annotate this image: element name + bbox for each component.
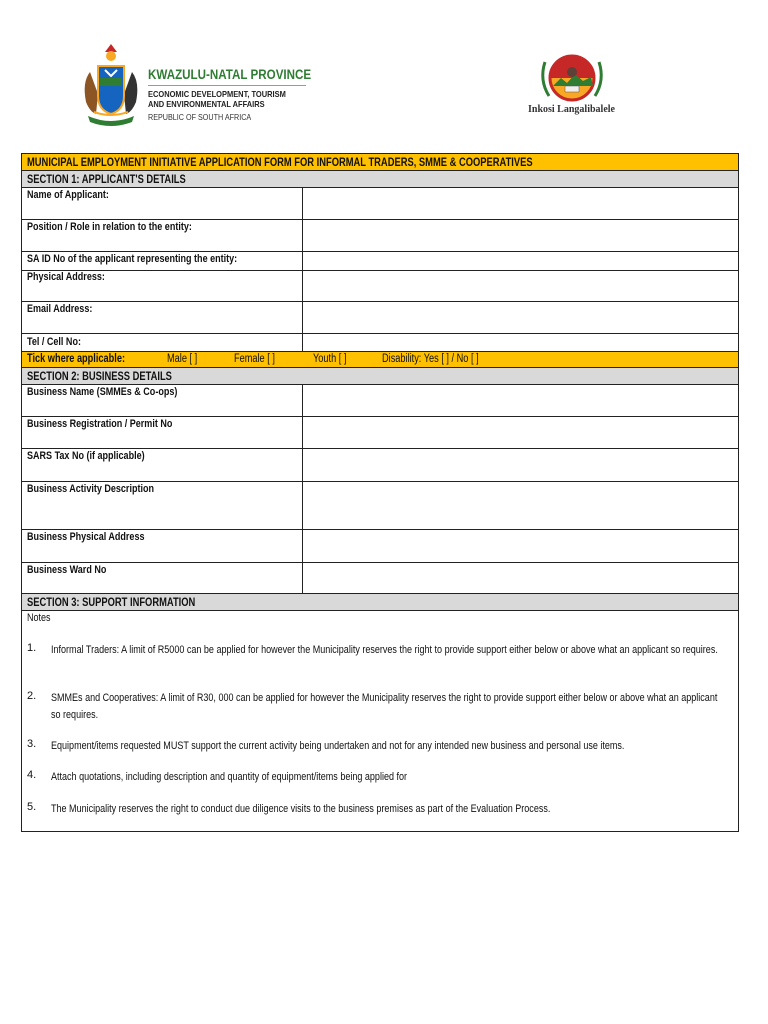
field-label: Position / Role in relation to the entity: (27, 221, 192, 233)
note-number: 2. (27, 690, 37, 702)
section3-heading: SECTION 3: SUPPORT INFORMATION (27, 595, 196, 609)
field-row-physical-address (22, 270, 738, 302)
document-header (0, 0, 768, 150)
field-row-sars-tax (22, 449, 738, 482)
note-number: 1. (27, 642, 37, 654)
field-label: SA ID No of the applicant representing the entity: (27, 253, 238, 265)
application-form (21, 153, 739, 832)
tick-label: Tick where applicable: (27, 353, 126, 365)
field-row-business-activity (22, 482, 738, 530)
form-title: MUNICIPAL EMPLOYMENT INITIATIVE APPLICATION FORM FOR INFORMAL TRADERS, SMME & COOPERATIVES (27, 155, 533, 169)
field-row-business-ward (22, 563, 738, 594)
sars-tax-input[interactable] (302, 449, 738, 481)
municipality-logo-text: Inkosi Langalibalele (528, 104, 615, 115)
kzn-coat-of-arms-logo (80, 42, 142, 128)
tel-cell-input[interactable] (302, 334, 738, 351)
field-row-sa-id (22, 252, 738, 270)
business-address-input[interactable] (302, 530, 738, 562)
note-item: Attach quotations, including description and quantity of equipment/items being applied for (51, 771, 408, 783)
female-checkbox[interactable]: Female [ ] (234, 353, 275, 365)
note-item: Equipment/items requested MUST support the current activity being undertaken and not for any intended new business and personal use items. (51, 740, 625, 752)
field-label: SARS Tax No (if applicable) (27, 450, 145, 462)
field-label: Business Registration / Permit No (27, 418, 173, 430)
note-number: 5. (27, 801, 37, 813)
field-row-name-of-applicant (22, 188, 738, 220)
field-label: Business Name (SMMEs & Co-ops) (27, 386, 178, 398)
name-of-applicant-input[interactable] (302, 188, 738, 219)
field-row-business-registration (22, 417, 738, 449)
field-row-email (22, 302, 738, 334)
business-name-input[interactable] (302, 385, 738, 416)
field-row-tel-cell (22, 334, 738, 351)
disability-checkbox[interactable]: Disability: Yes [ ] / No [ ] (382, 353, 479, 365)
business-ward-input[interactable] (302, 563, 738, 593)
department-line-2: AND ENVIRONMENTAL AFFAIRS (148, 99, 265, 109)
notes-label: Notes (27, 612, 51, 624)
position-role-input[interactable] (302, 220, 738, 251)
field-label: Physical Address: (27, 271, 105, 283)
field-label: Email Address: (27, 303, 93, 315)
physical-address-input[interactable] (302, 271, 738, 301)
header-divider (148, 85, 306, 86)
republic-label: REPUBLIC OF SOUTH AFRICA (148, 113, 252, 122)
male-checkbox[interactable]: Male [ ] (167, 353, 198, 365)
section2-heading-bar (22, 368, 738, 385)
youth-checkbox[interactable]: Youth [ ] (313, 353, 347, 365)
note-number: 4. (27, 769, 37, 781)
field-label: Name of Applicant: (27, 189, 109, 201)
field-row-business-address (22, 530, 738, 563)
tick-applicable-row (22, 351, 738, 368)
section1-heading-bar (22, 171, 738, 188)
sa-id-input[interactable] (302, 252, 738, 270)
business-registration-input[interactable] (302, 417, 738, 448)
form-title-bar (22, 154, 738, 171)
note-number: 3. (27, 738, 37, 750)
field-label: Tel / Cell No: (27, 336, 81, 348)
province-name: KWAZULU-NATAL PROVINCE (148, 67, 312, 82)
email-input[interactable] (302, 302, 738, 333)
field-row-position-role (22, 220, 738, 252)
section1-heading: SECTION 1: APPLICANT'S DETAILS (27, 172, 186, 186)
note-item: Informal Traders: A limit of R5000 can be applied for however the Municipality reserves the right to provide support either below or above what an applicant so requires. (51, 644, 718, 656)
note-item: The Municipality reserves the right to conduct due diligence visits to the business premises as part of the Evaluation Process. (51, 803, 551, 815)
section3-heading-bar (22, 594, 738, 611)
field-label: Business Activity Description (27, 483, 154, 495)
field-row-business-name (22, 385, 738, 417)
business-activity-input[interactable] (302, 482, 738, 529)
field-label: Business Physical Address (27, 531, 145, 543)
field-label: Business Ward No (27, 564, 107, 576)
section2-heading: SECTION 2: BUSINESS DETAILS (27, 369, 172, 383)
department-line-1: ECONOMIC DEVELOPMENT, TOURISM (148, 89, 286, 99)
note-item: SMMEs and Cooperatives: A limit of R30, 000 can be applied for however the Municipality reserves the right to provide support either below or above what an applicant so requires. (51, 692, 718, 721)
